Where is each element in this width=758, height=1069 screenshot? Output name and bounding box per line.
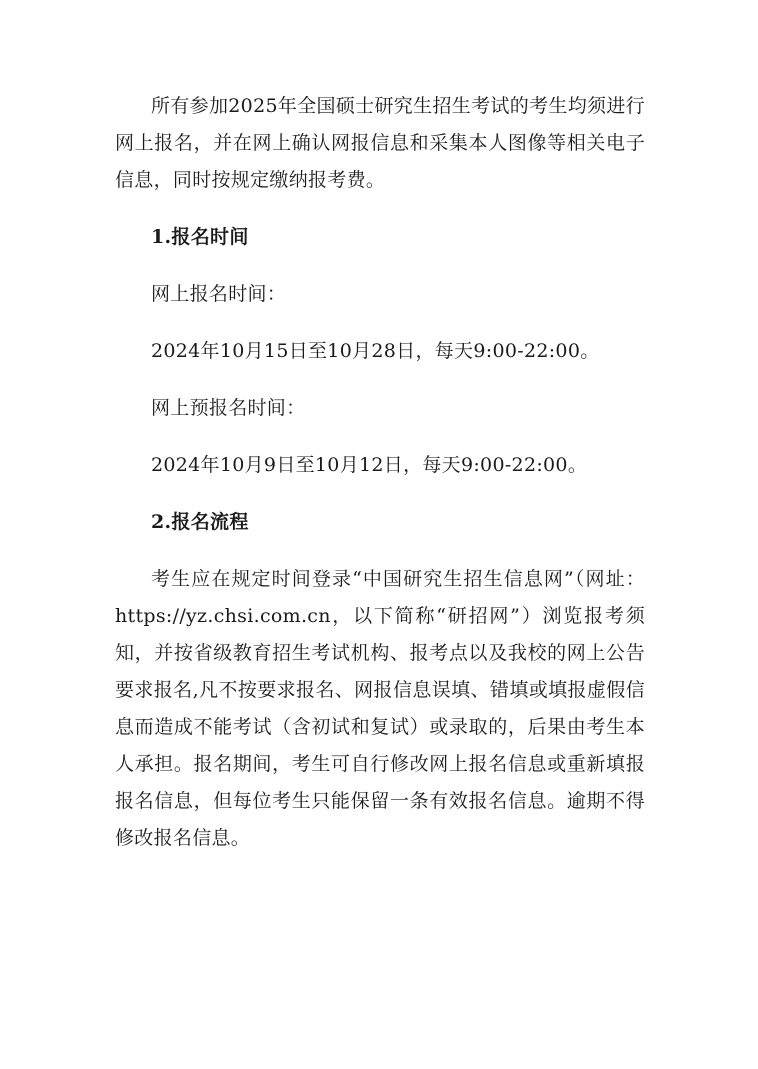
registration-process-paragraph: 考生应在规定时间登录“中国研究生招生信息网”（网址：https://yz.chsi.com.cn，以下简称“研招网”）浏览报考须知，并按省级教育招生考试机构、报考点以及我校的网上公告要求报名,凡不按要求报名、网报信息误填、错填或填报虚假信息而造成不能考试（含初试和复试）或录取的，后果由考生本人承担。报名期间，考生可自行修改网上报名信息或重新填报报名信息，但每位考生只能保留一条有效报名信息。逾期不得修改报名信息。 (115, 568, 645, 849)
online-registration-time: 2024年10月15日至10月28日，每天9:00-22:00。 (151, 340, 600, 362)
document-body (115, 88, 645, 857)
intro-paragraph: 所有参加2025年全国硕士研究生招生考试的考生均须进行网上报名，并在网上确认网报信息和采集本人图像等相关电子信息，同时按规定缴纳报考费。 (115, 95, 645, 191)
pre-registration-time: 2024年10月9日至10月12日，每天9:00-22:00。 (151, 454, 588, 476)
pre-registration-label: 网上预报名时间： (151, 397, 306, 419)
section-2-heading: 2.报名流程 (151, 511, 249, 533)
online-registration-label: 网上报名时间： (151, 283, 287, 305)
section-1-heading: 1.报名时间 (151, 226, 249, 248)
